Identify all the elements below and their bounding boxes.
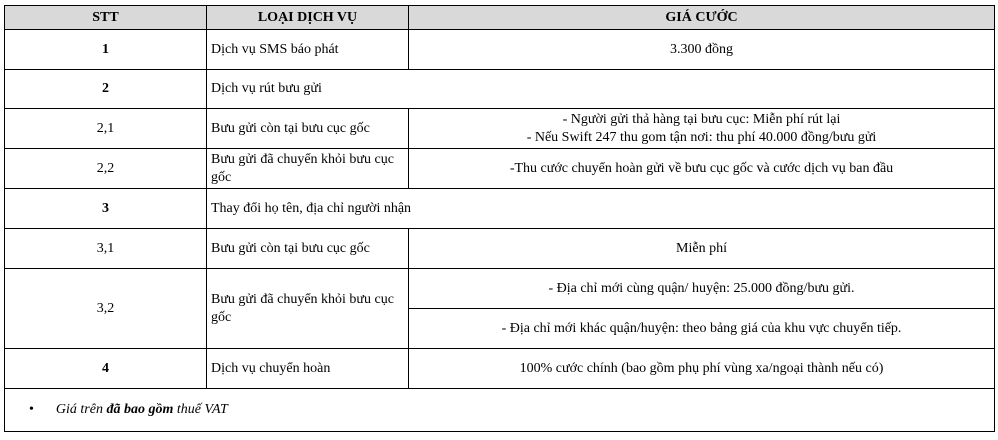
row-price: 3.300 đồng	[409, 30, 995, 70]
row-service: Thay đổi họ tên, địa chỉ người nhận	[207, 189, 995, 229]
row-stt: 2	[5, 70, 207, 109]
table-row	[5, 70, 995, 109]
row-service: Dịch vụ SMS báo phát	[207, 30, 409, 70]
row-stt: 3	[5, 189, 207, 229]
row-stt: 2,2	[5, 149, 207, 189]
header-service: LOẠI DỊCH VỤ	[207, 6, 409, 30]
table-row	[5, 229, 995, 269]
row-service: Dịch vụ rút bưu gửi	[207, 70, 995, 109]
row-price: -Thu cước chuyển hoàn gửi về bưu cục gốc và cước dịch vụ ban đầu	[409, 149, 995, 189]
row-service: Bưu gửi đã chuyển khỏi bưu cục gốc	[207, 269, 409, 349]
price-table	[4, 5, 995, 432]
table-row	[5, 109, 995, 149]
table-row	[5, 189, 995, 229]
note-text-bold: đã bao gồm	[106, 402, 174, 417]
row-service: Bưu gửi đã chuyển khỏi bưu cục gốc	[207, 149, 409, 189]
row-stt: 2,1	[5, 109, 207, 149]
row-stt: 1	[5, 30, 207, 70]
table-header-row	[5, 6, 995, 30]
vat-note	[5, 389, 995, 432]
note-text-1: Giá trên	[55, 402, 107, 417]
row-stt: 4	[5, 349, 207, 389]
price-line: - Người gửi thả hàng tại bưu cục: Miễn phí rút lại	[562, 111, 841, 127]
row-price: Miễn phí	[409, 229, 995, 269]
row-service: Bưu gửi còn tại bưu cục gốc	[207, 229, 409, 269]
table-row	[5, 269, 995, 309]
row-price: 100% cước chính (bao gồm phụ phí vùng xa/ngoại thành nếu có)	[409, 349, 995, 389]
row-stt: 3,2	[5, 269, 207, 349]
table-row	[5, 149, 995, 189]
row-price: - Địa chỉ mới cùng quận/ huyện: 25.000 đồng/bưu gửi.	[409, 269, 995, 309]
row-price	[409, 109, 995, 149]
row-service: Bưu gửi còn tại bưu cục gốc	[207, 109, 409, 149]
row-service: Dịch vụ chuyển hoàn	[207, 349, 409, 389]
row-stt: 3,1	[5, 229, 207, 269]
table-row	[5, 349, 995, 389]
header-price: GIÁ CƯỚC	[409, 6, 995, 30]
header-stt: STT	[5, 6, 207, 30]
bullet-icon: •	[29, 402, 34, 417]
table-row	[5, 30, 995, 70]
row-price: - Địa chỉ mới khác quận/huyện: theo bảng giá của khu vực chuyển tiếp.	[409, 309, 995, 349]
note-text-2: thuế VAT	[173, 402, 228, 417]
note-row	[5, 389, 995, 432]
price-line: - Nếu Swift 247 thu gom tận nơi: thu phí 40.000 đồng/bưu gửi	[526, 129, 877, 145]
